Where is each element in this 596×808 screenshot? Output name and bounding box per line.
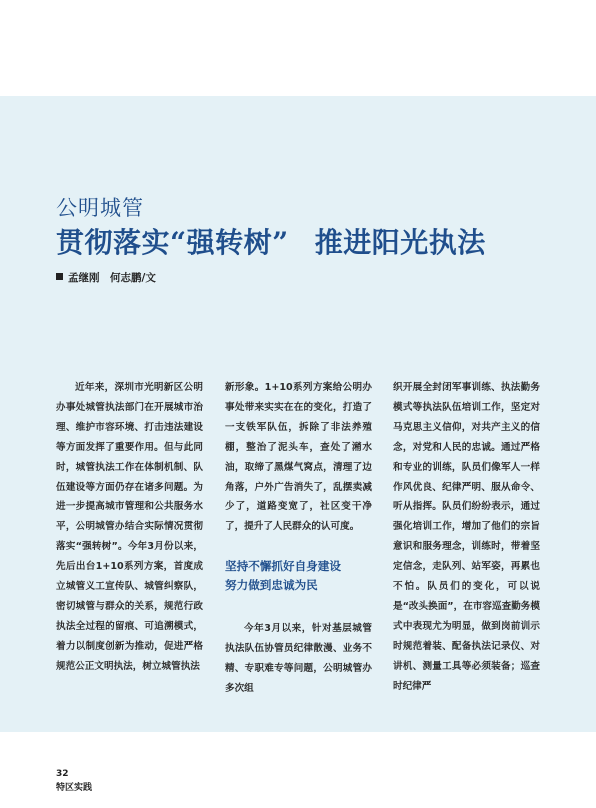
- subheading-line-1: 坚持不懈抓好自身建设: [225, 559, 341, 574]
- magazine-name: 特区实践: [56, 783, 93, 793]
- column-2-paragraph-1: 新形象。1+10系列方案给公明办事处带来实实在在的变化，打造了一支铁军队伍，拆除了非法养殖棚，整治了泥头车，查处了潲水油，取缔了黑煤气窝点，清理了边角落，户外广告消失了，乱摆卖减少了，道路变宽了，社区变干净了，提升了人民群众的认可度。: [225, 382, 372, 533]
- article-byline: [56, 270, 156, 285]
- headline-part-1: 贯彻落实“强转树”: [56, 226, 289, 259]
- body-column-1: [56, 378, 203, 677]
- article-kicker: 公明城管: [56, 196, 144, 220]
- column-3-paragraph: 织开展全封闭军事训练、执法勤务模式等执法队伍培训工作，坚定对马克思主义信仰，对共产主义的信念，对党和人民的忠诚。通过严格和专业的训练，队员们像军人一样作风优良、纪律严明、服从命令、听从指挥。队员们纷纷表示，通过强化培训工作，增加了他们的宗旨意识和服务理念，训练时，带着坚定信念，走队列、站军姿，再累也不怕。队员们的变化，可以说是“改头换面”，在市容巡查勤务模式中表现尤为明显，做到岗前训示时规范着装、配备执法记录仪、对讲机、测量工具等必须装备；巡查时纪律严: [393, 382, 540, 692]
- byline-square-icon: [56, 273, 63, 280]
- body-column-3: [393, 378, 540, 697]
- byline-text: 孟继刚 何志鹏/文: [68, 272, 156, 284]
- body-column-2: [225, 378, 372, 699]
- subheading-line-2: 努力做到忠诚为民: [225, 578, 318, 593]
- section-subheading: [225, 557, 372, 595]
- column-2-paragraph-2: 今年3月以来，针对基层城管执法队伍协管员纪律散漫、业务不精、专职难专等问题，公明城管办多次组: [225, 623, 372, 694]
- page-number: 32: [56, 769, 69, 779]
- headline-part-2: 推进阳光执法: [314, 226, 486, 259]
- article-headline: [56, 221, 586, 261]
- column-1-paragraph: 近年来，深圳市光明新区公明办事处城管执法部门在开展城市治理、维护市容环境、打击违法建设等方面发挥了重要作用。但与此同时，城管执法工作在体制机制、队伍建设等方面仍存在诸多问题。为进一步提高城市管理和公共服务水平，公明城管办结合实际情况贯彻落实“强转树”。今年3月份以来，先后出台1+10系列方案，首度成立城管义工宣传队、城管纠察队，密切城管与群众的关系，规范行政执法全过程的留痕、可追溯模式，着力以制度创新为推动，促进严格规范公正文明执法，树立城管执法: [56, 382, 203, 672]
